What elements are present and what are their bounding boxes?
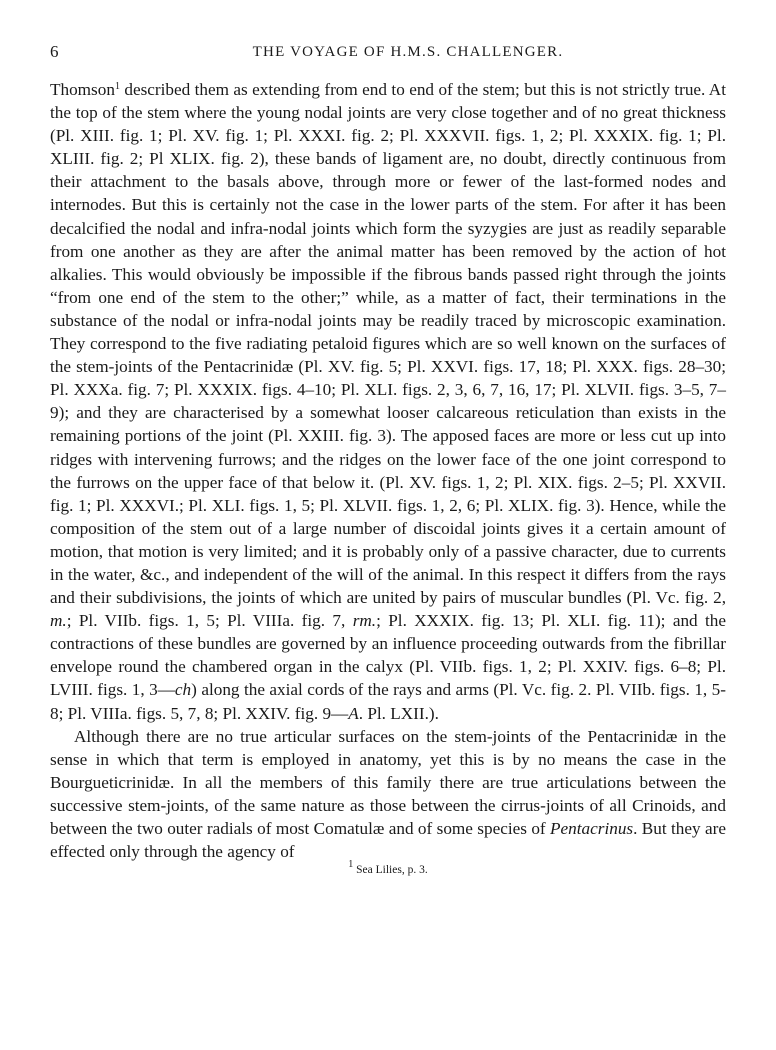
text-run: ; Pl. VIIb. figs. 1, 5; Pl. VIIIa. fig. 7, [66,611,353,631]
footnote-marker: 1 [348,859,354,871]
text-run: . Pl. LXII.). [358,703,439,723]
page-header [50,42,726,68]
footnote [50,859,726,877]
footnote-reference: 1 [114,81,120,92]
text-run: described them as extending from end to end of the stem; but this is not strictly true. At the top of the stem where the young nodal joints are very close together and of no great thickness (Pl. XIII. fig. 1; Pl. XV. fig. 1; Pl. XXXI. fig. 2; Pl. XXXVII. figs. 1, 2; Pl. XXXIX. fig. 1; Pl. XLIII. fig. 2; Pl XLIX. fig. 2), these bands of ligament are, no doubt, directly continuous from their attachment to the basals above, through more or fewer of the last-formed nodes and internodes. But this is certainly not the case in the lower parts of the stem. For after it has been decalcified the nodal and infra-nodal joints which form the syzygies are just as readily separable from one another as they are after the animal matter has been removed by the action of hot alkalies. This would obviously be impossible if the fibrous bands passed right through the joints “from one end of the stem to the other;” while, as a matter of fact, their terminations in the substance of the nodal or infra-nodal joints may be readily traced by microscopic examination. They correspond to the five radiating petaloid figures which are so well known on the surfaces of the stem-joints of the Pentacrinidæ (Pl. XV. fig. 5; Pl. XXVI. figs. 17, 18; Pl. XXX. figs. 28–30; Pl. XXXa. fig. 7; Pl. XXXIX. figs. 4–10; Pl. XLI. figs. 2, 3, 6, 7, 16, 17; Pl. XLVII. figs. 3–5, 7–9); and they are characterised by a somewhat looser calcareous reticulation than exists in the remaining portions of the joint (Pl. XXIII. fig. 3). The apposed faces are more or less cut up into ridges with intervening furrows; and the ridges on the lower face of the one joint correspond to the furrows on the upper face of that below it. (Pl. XV. figs. 1, 2; Pl. XIX. figs. 2–5; Pl. XXVII. fig. 1; Pl. XXXVI.; Pl. XLI. figs. 1, 5; Pl. XLVII. figs. 1, 2, 6; Pl. XLIX. fig. 3). Hence, while the composition of the stem out of a large number of discoidal joints gives it a certain amount of motion, that motion is very limited; and it is probably only of a passive character, due to currents in the water, &c., and independent of the will of the animal. In this respect it differs from the rays and their subdivisions, the joints of which are united by pairs of muscular bundles (Pl. Vc. fig. 2, [50,80,726,608]
text-run: . But they are effected only through the agency of [50,819,726,862]
italic-text: rm. [352,611,377,631]
text-run: ) along the axial cords of the rays and arms (Pl. Vc. fig. 2. Pl. VIIb. figs. 1, 5-8; Pl. VIIIa. figs. 5, 7, 8; Pl. XXIV. fig. 9— [50,680,726,723]
italic-text: Pentacrinus [550,819,634,838]
document-page [50,42,726,877]
italic-text: ch [174,680,192,700]
footnote-text: Sea Lilies, p. 3. [353,864,428,877]
text-run: Although there are no true articular surfaces on the stem-joints of the Pentacrinidæ in the sense in which that term is employed in anatomy, yet this is by no means the case in the Bourgueticrinidæ. In all the members of this family there are true articulations between the successive stem-joints, of the same nature as those between the cirrus-joints of all Crinoids, and between the two outer radials of most Comatulæ and of some species of [50,726,726,838]
body-text [50,78,726,863]
text-run: Thomson [50,80,115,99]
italic-text: m. [50,611,67,631]
text-run: ; Pl. XXXIX. fig. 13; Pl. XLI. fig. 11); and the contractions of these bundles are governed by an influence proceeding outwards from the fibrillar envelope round the chambered organ in the calyx (Pl. VIIb. figs. 1, 2; Pl. XXIV. figs. 6–8; Pl. LVIII. figs. 1, 3— [50,611,726,700]
paragraph-1 [50,78,726,725]
page-number: 6 [50,42,59,61]
running-title: THE VOYAGE OF H.M.S. CHALLENGER. [252,44,564,60]
italic-text: A [348,703,359,723]
paragraph-2 [50,725,726,864]
